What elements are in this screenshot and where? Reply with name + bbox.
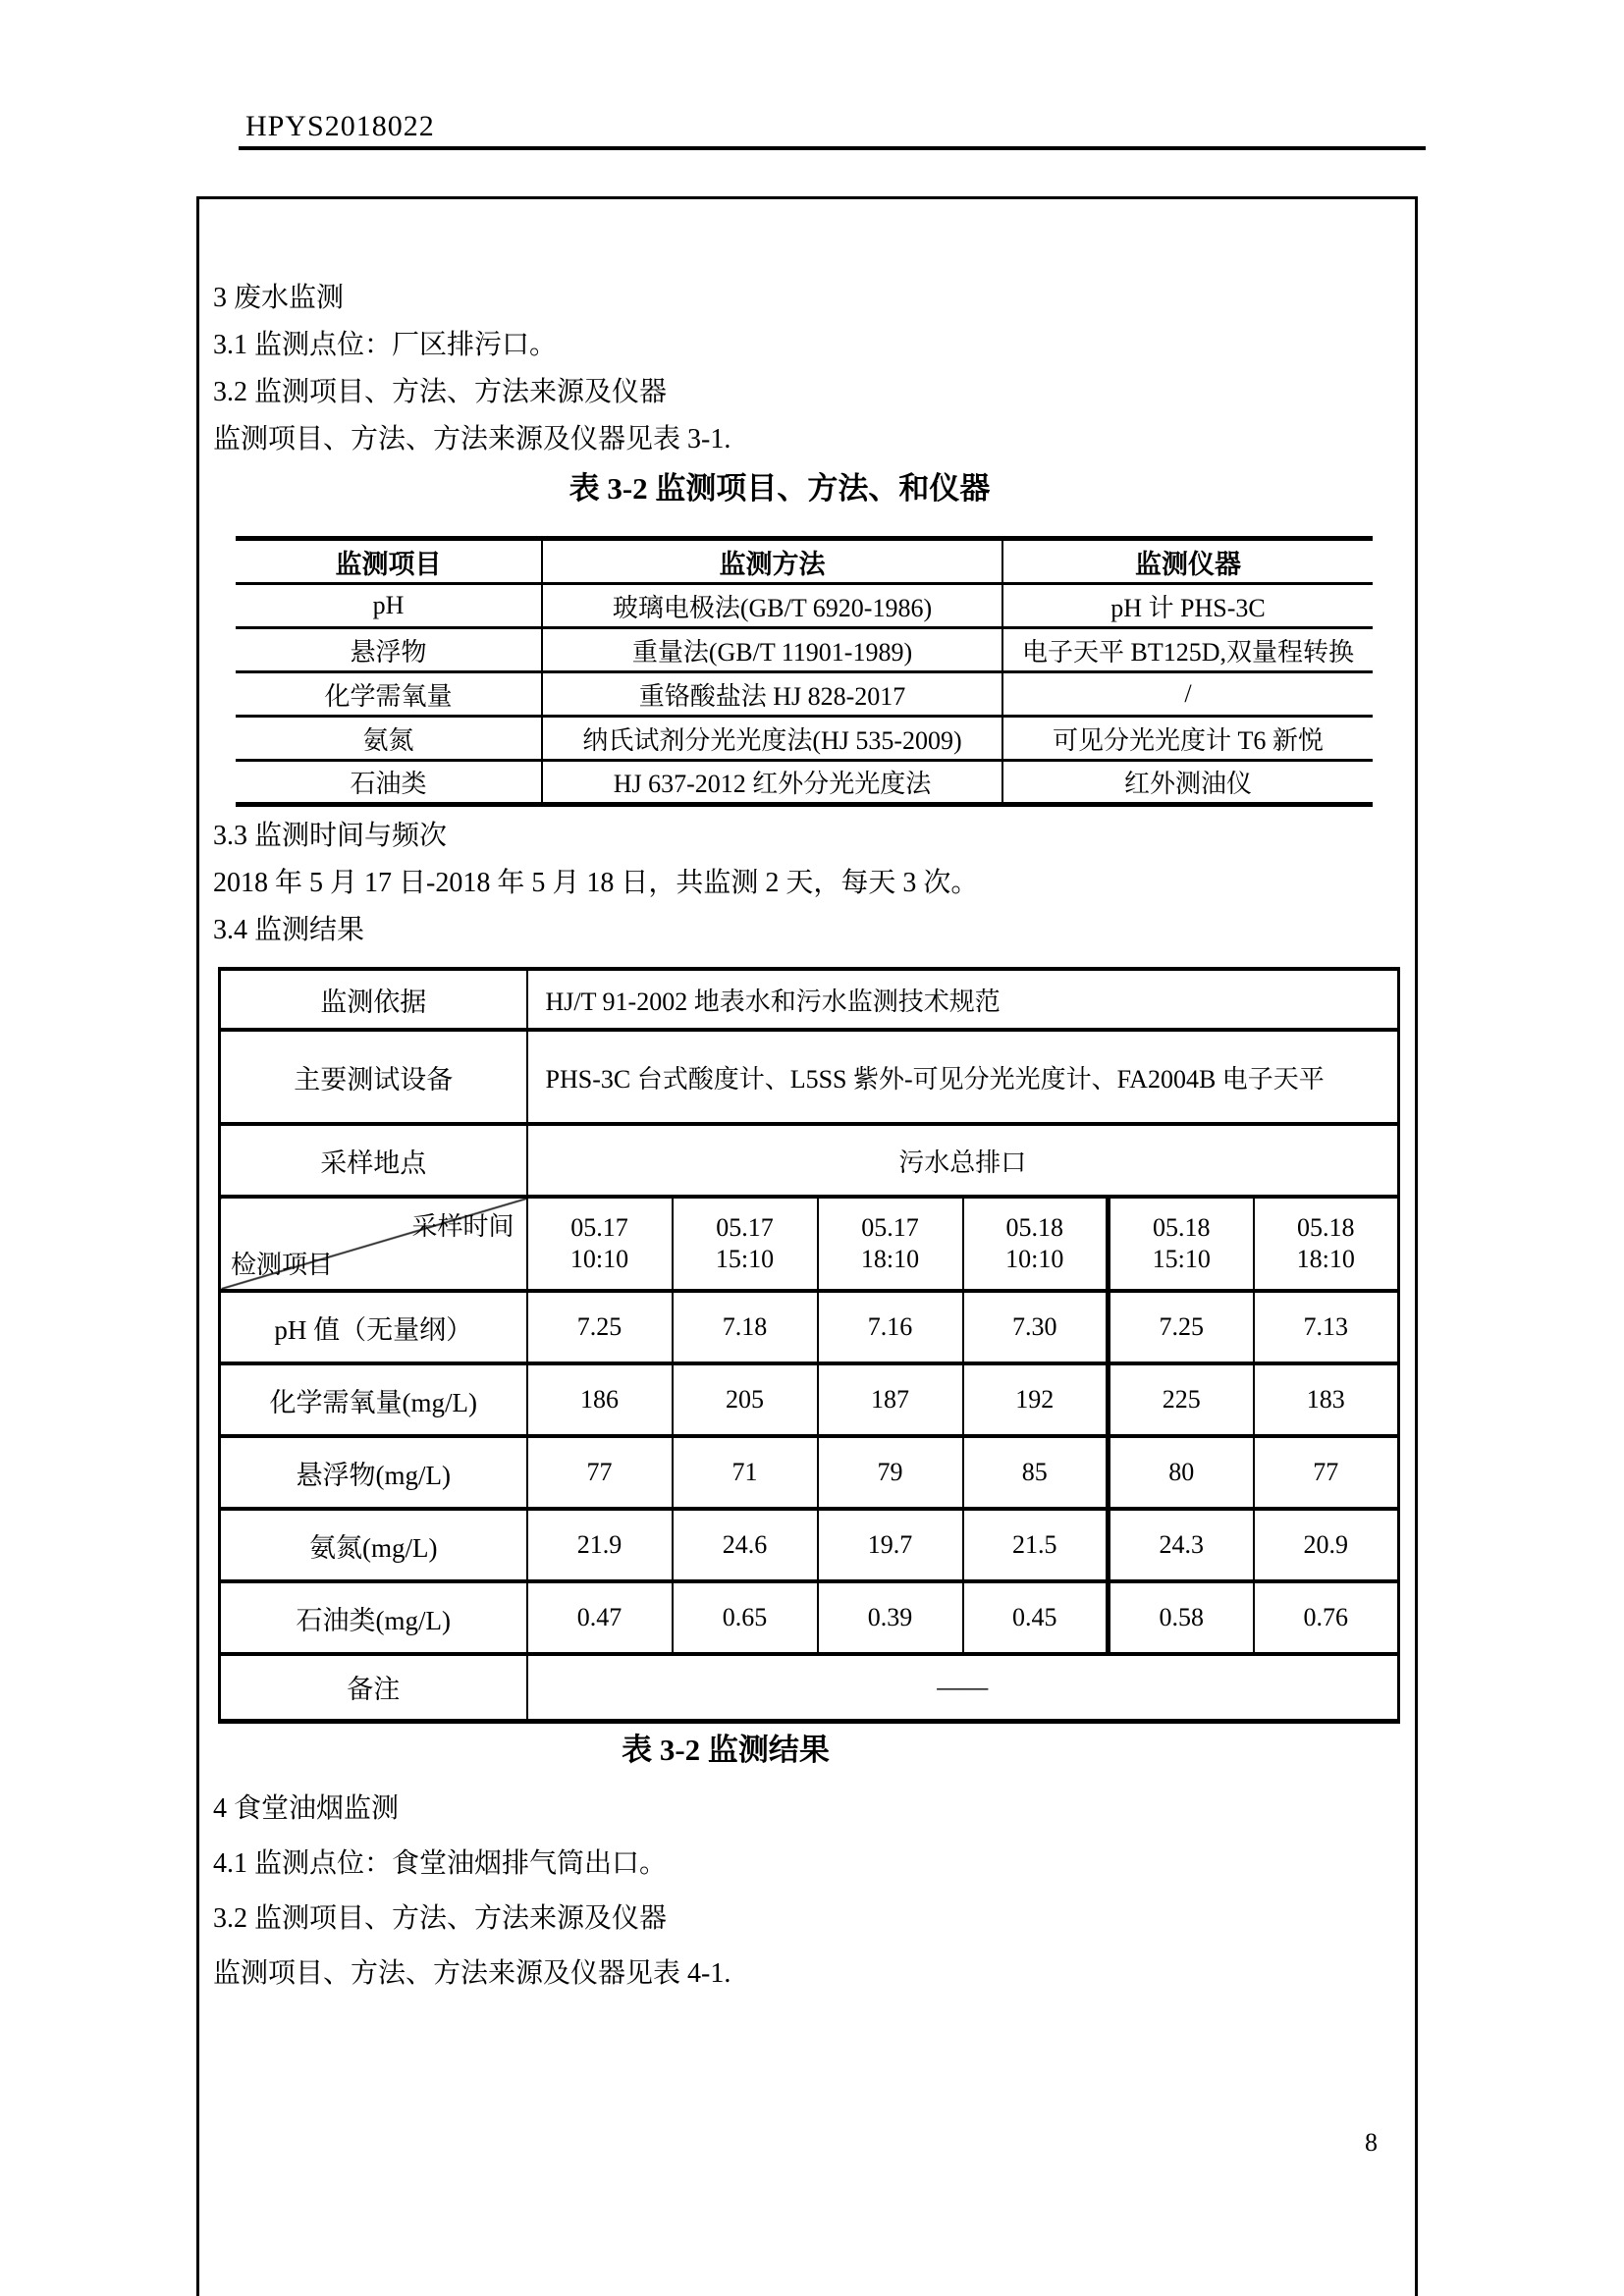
row-label: 石油类(mg/L) [220,1581,527,1654]
monitoring-dates-line: 2018 年 5 月 17 日-2018 年 5 月 18 日，共监测 2 天，每天 3 次。 [213,868,979,898]
sample-date: 05.18 [1005,1213,1063,1242]
sample-time-cell [1109,1197,1254,1291]
table-row [220,1291,1399,1363]
content-border-box [196,196,1418,2296]
item-cell: 化学需氧量 [236,672,542,717]
value-cell: 225 [1109,1363,1254,1436]
row-label: 监测依据 [220,969,527,1030]
section-3-2-note: 监测项目、方法、方法来源及仪器见表 3-1. [213,424,731,454]
sample-time: 18:10 [1296,1245,1355,1273]
value-cell: 7.25 [527,1291,673,1363]
value-cell: 77 [1254,1436,1399,1509]
value-cell: 7.16 [818,1291,963,1363]
value-cell: 20.9 [1254,1509,1399,1581]
table-row [220,1124,1399,1197]
table-row [220,1030,1399,1124]
sample-date: 05.17 [570,1213,628,1242]
table-row [236,584,1373,628]
remark-cell: —— [527,1654,1399,1721]
instrument-cell: / [1002,672,1373,717]
table-header-row [220,1197,1399,1291]
instrument-cell: 红外测油仪 [1002,761,1373,805]
section-4-heading: 4 食堂油烟监测 [213,1792,400,1824]
value-cell: 79 [818,1436,963,1509]
value-cell: 71 [673,1436,818,1509]
header-rule [239,146,1426,150]
value-cell: 0.58 [1109,1581,1254,1654]
method-cell: 重铬酸盐法 HJ 828-2017 [542,672,1002,717]
value-cell: 187 [818,1363,963,1436]
column-header: 监测方法 [542,539,1002,584]
table-row [220,1654,1399,1721]
table-row [220,1436,1399,1509]
sample-date: 05.17 [716,1213,774,1242]
value-cell: 85 [963,1436,1109,1509]
sample-time-cell [963,1197,1109,1291]
monitoring-methods-table [236,536,1373,807]
table-row [236,672,1373,717]
value-cell: 21.5 [963,1509,1109,1581]
table-row [220,1509,1399,1581]
table-row [220,1581,1399,1654]
method-cell: 纳氏试剂分光光度法(HJ 535-2009) [542,717,1002,761]
value-cell: 24.3 [1109,1509,1254,1581]
column-header: 监测项目 [236,539,542,584]
section-3-2-line: 3.2 监测项目、方法、方法来源及仪器 [213,377,668,407]
row-label: pH 值（无量纲） [220,1291,527,1363]
column-header: 监测仪器 [1002,539,1373,584]
sample-date: 05.17 [861,1213,919,1242]
row-label: 采样地点 [220,1124,527,1197]
sample-time: 18:10 [860,1245,920,1273]
value-cell: 183 [1254,1363,1399,1436]
sample-time-cell [527,1197,673,1291]
row-label: 主要测试设备 [220,1030,527,1124]
item-cell: 悬浮物 [236,628,542,672]
table-row [220,1363,1399,1436]
value-cell: 7.13 [1254,1291,1399,1363]
instrument-cell: 可见分光光度计 T6 新悦 [1002,717,1373,761]
value-cell: 192 [963,1363,1109,1436]
item-cell: 氨氮 [236,717,542,761]
value-cell: 7.18 [673,1291,818,1363]
value-cell: 0.65 [673,1581,818,1654]
row-label: 氨氮(mg/L) [220,1509,527,1581]
value-cell: 0.39 [818,1581,963,1654]
value-cell: PHS-3C 台式酸度计、L5SS 紫外-可见分光光度计、FA2004B 电子天平 [527,1030,1399,1124]
sample-time-cell [1254,1197,1399,1291]
instrument-cell: 电子天平 BT125D,双量程转换 [1002,628,1373,672]
row-label: 悬浮物(mg/L) [220,1436,527,1509]
value-cell: 21.9 [527,1509,673,1581]
value-cell: 24.6 [673,1509,818,1581]
value-cell: 7.30 [963,1291,1109,1363]
value-cell: 0.76 [1254,1581,1399,1654]
section-3-heading: 3 废水监测 [213,283,345,313]
sample-time-cell [818,1197,963,1291]
value-cell: HJ/T 91-2002 地表水和污水监测技术规范 [527,969,1399,1030]
section-4-2-note: 监测项目、方法、方法来源及仪器见表 4-1. [213,1957,731,1989]
value-cell: 19.7 [818,1509,963,1581]
value-cell: 77 [527,1436,673,1509]
sample-time: 10:10 [1005,1245,1064,1273]
item-cell: pH [236,584,542,628]
table-row [236,628,1373,672]
method-cell: HJ 637-2012 红外分光光度法 [542,761,1002,805]
table-row [236,717,1373,761]
value-cell: 186 [527,1363,673,1436]
document-code: HPYS2018022 [245,110,435,142]
value-cell: 0.47 [527,1581,673,1654]
value-cell: 污水总排口 [527,1124,1399,1197]
page-number: 8 [1365,2128,1378,2157]
table-row [236,761,1373,805]
sample-date: 05.18 [1297,1213,1355,1242]
sample-time: 15:10 [1152,1245,1211,1273]
section-4-1-line: 4.1 监测点位：食堂油烟排气筒出口。 [213,1847,668,1879]
table-header-row [236,539,1373,584]
diagonal-corner-cell [220,1197,527,1291]
sample-time-cell [673,1197,818,1291]
value-cell: 7.25 [1109,1291,1254,1363]
corner-label-test-item: 检测项目 [231,1251,334,1279]
item-cell: 石油类 [236,761,542,805]
sample-date: 05.18 [1153,1213,1211,1242]
method-cell: 玻璃电极法(GB/T 6920-1986) [542,584,1002,628]
section-3-1-line: 3.1 监测点位：厂区排污口。 [213,330,558,360]
sample-time: 10:10 [569,1245,629,1273]
section-4-2-line: 3.2 监测项目、方法、方法来源及仪器 [213,1902,668,1934]
corner-label-sampling-time: 采样时间 [411,1212,514,1241]
method-cell: 重量法(GB/T 11901-1989) [542,628,1002,672]
value-cell: 0.45 [963,1581,1109,1654]
section-3-4-line: 3.4 监测结果 [213,915,365,945]
row-label: 化学需氧量(mg/L) [220,1363,527,1436]
row-label: 备注 [220,1654,527,1721]
instrument-cell: pH 计 PHS-3C [1002,584,1373,628]
section-3-3-line: 3.3 监测时间与频次 [213,821,448,851]
monitoring-results-table [218,967,1400,1724]
table2-caption: 表 3-2 监测结果 [622,1732,830,1767]
sample-time: 15:10 [715,1245,775,1273]
table-row [220,969,1399,1030]
value-cell: 205 [673,1363,818,1436]
value-cell: 80 [1109,1436,1254,1509]
table1-title: 表 3-2 监测项目、方法、和仪器 [568,471,991,506]
